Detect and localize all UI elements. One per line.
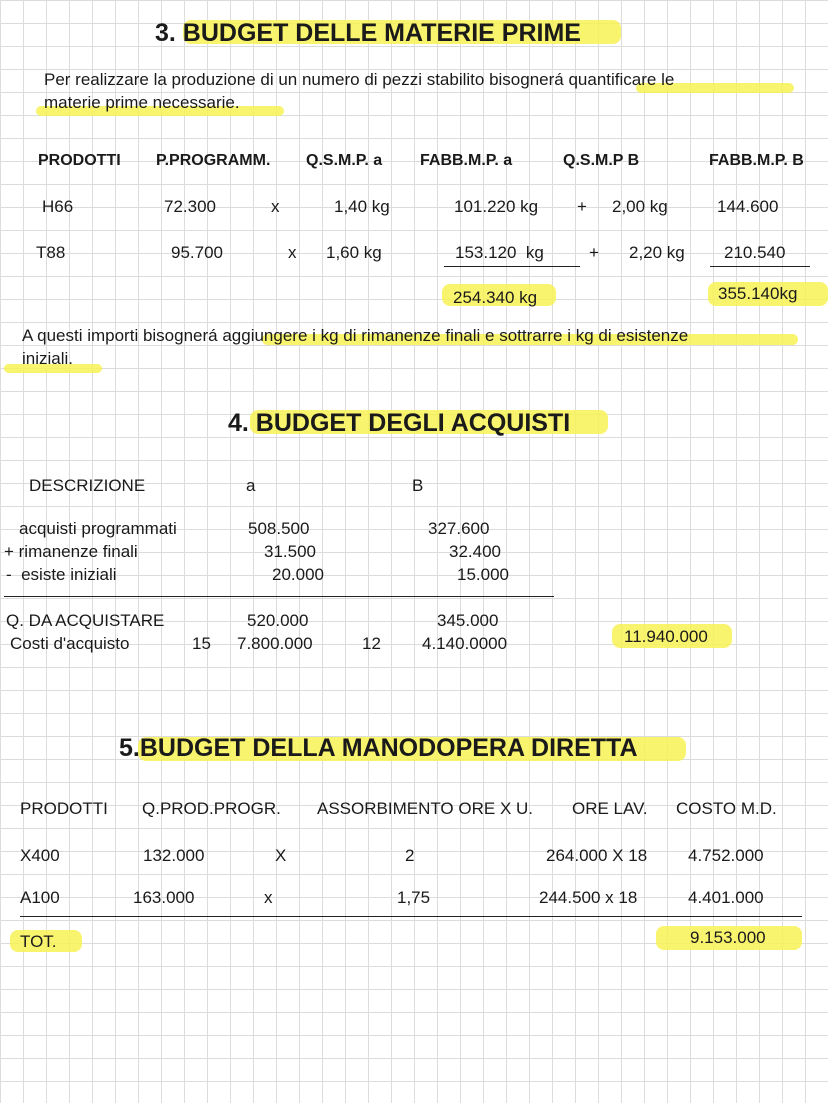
row-h66-fabb-a: 101.220 kg: [454, 197, 539, 216]
row-t88-plus: +: [589, 243, 599, 262]
row-x400-product: X400: [20, 846, 60, 865]
q-da-acquistare-b: 345.000: [437, 611, 499, 630]
row-rimanenze-b: 32.400: [449, 542, 501, 561]
row-t88-product: T88: [36, 243, 66, 262]
row-x400-ore: 264.000 X 18: [546, 846, 648, 865]
row-acquisti-label: acquisti programmati: [19, 519, 177, 538]
header-ore-lav: ORE LAV.: [572, 799, 648, 818]
costi-value-b: 4.140.0000: [422, 634, 508, 653]
row-x400-times: X: [275, 846, 287, 865]
row-t88-fabb-a: 153.120 kg: [455, 243, 544, 262]
intro-line-2: materie prime necessarie.: [44, 93, 240, 112]
header-prodotti: PRODOTTI: [38, 152, 121, 169]
sum-line-manodopera: [20, 916, 802, 917]
row-t88-fabb-b: 210.540: [724, 243, 786, 262]
row-h66-times: x: [271, 197, 280, 216]
row-rimanenze-label: + rimanenze finali: [4, 542, 138, 561]
sum-line-b: [710, 266, 810, 267]
costi-price-b: 12: [362, 634, 381, 653]
row-a100-ore: 244.500 x 18: [539, 888, 638, 907]
section-3-intro: [44, 68, 824, 114]
row-x400-q: 132.000: [143, 846, 205, 865]
header-qsmp-a: Q.S.M.P. a: [306, 152, 383, 169]
row-acquisti-a: 508.500: [248, 519, 310, 538]
section-3-title: 3. BUDGET DELLE MATERIE PRIME: [155, 19, 581, 47]
row-a100-costo: 4.401.000: [688, 888, 764, 907]
row-h66-qsmp-b: 2,00 kg: [612, 197, 668, 216]
row-acquisti-b: 327.600: [428, 519, 490, 538]
row-esistenze-b: 15.000: [457, 565, 509, 584]
note-line-1: A questi importi bisognerá aggiungere i kg di rimanenze finali e sottrarre i kg di esistenze: [22, 326, 689, 345]
section-5-title: 5.BUDGET DELLA MANODOPERA DIRETTA: [119, 734, 638, 762]
row-esistenze-label: - esiste iniziali: [6, 565, 117, 584]
row-h66-fabb-b: 144.600: [717, 197, 779, 216]
header-fabb-mp-a: FABB.M.P. a: [420, 152, 513, 169]
row-h66-prog: 72.300: [164, 197, 216, 216]
row-t88-times: x: [288, 243, 297, 262]
header-p-programm: P.PROGRAMM.: [156, 152, 271, 169]
intro-line-1: Per realizzare la produzione di un numero di pezzi stabilito bisognerá quantificare le: [44, 70, 675, 89]
row-t88-prog: 95.700: [171, 243, 223, 262]
note-line-2: iniziali.: [22, 349, 74, 368]
header-col-a: a: [246, 476, 256, 495]
q-da-acquistare-a: 520.000: [247, 611, 309, 630]
tot-label: TOT.: [20, 932, 57, 951]
row-h66-plus: +: [577, 197, 587, 216]
tot-value: 9.153.000: [690, 928, 766, 947]
costi-price-a: 15: [192, 634, 211, 653]
row-esistenze-a: 20.000: [272, 565, 324, 584]
row-x400-costo: 4.752.000: [688, 846, 764, 865]
header-descrizione: DESCRIZIONE: [29, 476, 146, 495]
total-fabb-a: 254.340 kg: [453, 288, 538, 307]
row-h66-product: H66: [42, 197, 74, 216]
header-qsmp-b: Q.S.M.P B: [563, 152, 640, 169]
costi-value-a: 7.800.000: [237, 634, 313, 653]
header-q-prod-progr: Q.PROD.PROGR.: [142, 799, 281, 818]
costi-acquisto-label: Costi d'acquisto: [10, 634, 130, 653]
sum-line-a: [444, 266, 580, 267]
row-a100-q: 163.000: [133, 888, 195, 907]
header-col-b: B: [412, 476, 424, 495]
row-t88-qsmp-a: 1,60 kg: [326, 243, 382, 262]
costi-total: 11.940.000: [624, 627, 708, 646]
sum-line-acquisti: [4, 596, 554, 597]
row-t88-qsmp-b: 2,20 kg: [629, 243, 685, 262]
q-da-acquistare-label: Q. DA ACQUISTARE: [6, 611, 165, 630]
row-h66-qsmp-a: 1,40 kg: [334, 197, 390, 216]
row-a100-product: A100: [20, 888, 60, 907]
row-a100-times: x: [264, 888, 273, 907]
header-assorbimento: ASSORBIMENTO ORE X U.: [317, 799, 534, 818]
total-fabb-b: 355.140kg: [718, 284, 798, 303]
row-x400-ass: 2: [405, 846, 415, 865]
header-fabb-mp-b: FABB.M.P. B: [709, 152, 804, 169]
section-3-note: [22, 324, 802, 370]
row-a100-ass: 1,75: [397, 888, 431, 907]
header-costo-md: COSTO M.D.: [676, 799, 777, 818]
row-rimanenze-a: 31.500: [264, 542, 316, 561]
section-4-title: 4. BUDGET DEGLI ACQUISTI: [228, 409, 571, 437]
header-prodotti-5: PRODOTTI: [20, 799, 108, 818]
